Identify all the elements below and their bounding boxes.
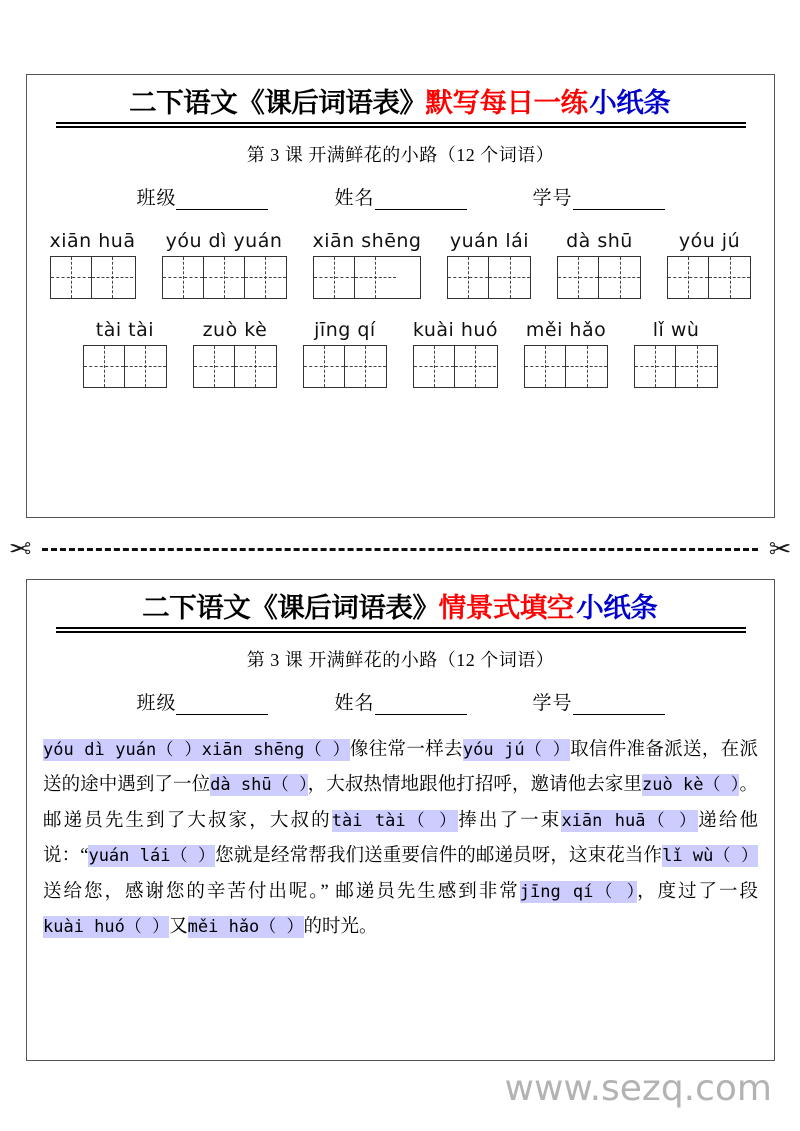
cloze-class-field[interactable] bbox=[136, 688, 268, 715]
dictation-title-block bbox=[27, 89, 774, 128]
cloze-text-run: 。邮递员先生到了大叔家，大叔的 bbox=[43, 775, 758, 831]
word-pinyin: xiān huā bbox=[49, 229, 136, 252]
tianzige-cell[interactable] bbox=[635, 346, 676, 387]
dictation-title-black: 二下语文《课后词语表》 bbox=[128, 88, 426, 119]
tianzige-cell[interactable] bbox=[599, 257, 640, 298]
tianzige-grid[interactable] bbox=[524, 345, 608, 388]
word-pinyin: lǐ wù bbox=[652, 318, 700, 341]
cloze-number-field[interactable] bbox=[533, 688, 665, 715]
tianzige-cell[interactable] bbox=[84, 346, 125, 387]
cloze-text-run: ，度过了一段 bbox=[637, 881, 758, 902]
tianzige-cell[interactable] bbox=[204, 257, 245, 298]
dictation-title-double-rule bbox=[56, 122, 746, 128]
word-pinyin: tài tài bbox=[95, 318, 155, 341]
tianzige-cell[interactable] bbox=[194, 346, 235, 387]
word-pinyin: xiān shēng bbox=[312, 229, 422, 252]
cloze-blank-pinyin[interactable]: yuán lái（ ） bbox=[88, 846, 216, 867]
tianzige-grid[interactable] bbox=[83, 345, 167, 388]
tianzige-cell[interactable] bbox=[345, 346, 386, 387]
dictation-class-blank[interactable] bbox=[176, 192, 268, 210]
tianzige-grid[interactable] bbox=[413, 345, 498, 388]
tianzige-grid[interactable] bbox=[303, 345, 387, 388]
cloze-info-row bbox=[27, 688, 774, 715]
dictation-class-field[interactable] bbox=[136, 183, 268, 210]
cloze-blank-pinyin[interactable]: kuài huó（ ） bbox=[43, 917, 170, 938]
cloze-title-block bbox=[27, 594, 774, 633]
cloze-lesson-subtitle: 第 3 课 开满鲜花的小路（12 个词语） bbox=[246, 649, 555, 670]
cloze-title-red: 情景式填空 bbox=[438, 593, 575, 624]
scissors-icon-left: ✂ bbox=[8, 533, 32, 565]
dictation-title-red: 默写每日一练 bbox=[425, 88, 588, 119]
cloze-text-run: 又 bbox=[169, 917, 188, 938]
site-watermark: www.sezq.com bbox=[504, 1068, 772, 1109]
cloze-class-label: 班级 bbox=[136, 692, 177, 714]
cloze-paragraph bbox=[43, 733, 758, 946]
cloze-blank-pinyin[interactable]: měi hǎo（ ） bbox=[187, 917, 304, 938]
word-pinyin: dà shū bbox=[566, 229, 633, 252]
cut-separator bbox=[0, 532, 800, 566]
tianzige-cell[interactable] bbox=[448, 257, 489, 298]
cloze-text-run: 的时光。 bbox=[303, 917, 378, 938]
cloze-blank-pinyin[interactable]: xiān shēng（ ） bbox=[201, 739, 350, 760]
cloze-name-blank[interactable] bbox=[375, 697, 467, 715]
cloze-class-blank[interactable] bbox=[176, 697, 268, 715]
word-item bbox=[193, 319, 277, 388]
cloze-text-run: 像往常一样去 bbox=[349, 739, 463, 760]
cloze-number-label: 学号 bbox=[532, 692, 573, 714]
dictation-name-field[interactable] bbox=[334, 183, 466, 210]
word-pinyin: kuài huó bbox=[412, 318, 499, 341]
word-pinyin: zuò kè bbox=[202, 318, 268, 341]
word-pinyin: yóu jú bbox=[678, 229, 741, 252]
cloze-name-label: 姓名 bbox=[334, 692, 375, 714]
cloze-number-blank[interactable] bbox=[573, 697, 665, 715]
word-item bbox=[50, 230, 136, 299]
tianzige-cell[interactable] bbox=[235, 346, 276, 387]
tianzige-cell[interactable] bbox=[245, 257, 286, 298]
word-item bbox=[413, 319, 498, 388]
word-item bbox=[634, 319, 718, 388]
cloze-text-run: 捧出了一束 bbox=[458, 810, 562, 831]
tianzige-grid[interactable] bbox=[634, 345, 718, 388]
tianzige-cell[interactable] bbox=[558, 257, 599, 298]
cut-dashed-line bbox=[42, 548, 758, 551]
tianzige-grid[interactable] bbox=[667, 256, 751, 299]
tianzige-cell[interactable] bbox=[304, 346, 345, 387]
tianzige-cell[interactable] bbox=[709, 257, 750, 298]
word-item bbox=[524, 319, 608, 388]
tianzige-cell[interactable] bbox=[92, 257, 133, 298]
cloze-text-run: 取信件准备派送，在派送的途中遇到了一位 bbox=[43, 739, 758, 796]
tianzige-grid[interactable] bbox=[557, 256, 641, 299]
dictation-class-label: 班级 bbox=[136, 187, 177, 209]
tianzige-cell[interactable] bbox=[455, 346, 496, 387]
tianzige-cell[interactable] bbox=[676, 346, 717, 387]
cloze-blank-pinyin[interactable]: dà shū（ ） bbox=[210, 775, 308, 796]
dictation-title-blue: 小纸条 bbox=[589, 88, 671, 119]
word-row-1 bbox=[27, 230, 774, 299]
word-item bbox=[83, 319, 167, 388]
dictation-name-label: 姓名 bbox=[334, 187, 375, 209]
dictation-number-blank[interactable] bbox=[573, 192, 665, 210]
word-pinyin: měi hǎo bbox=[525, 318, 607, 341]
tianzige-cell[interactable] bbox=[414, 346, 455, 387]
dictation-lesson-subtitle: 第 3 课 开满鲜花的小路（12 个词语） bbox=[246, 144, 555, 165]
tianzige-grid[interactable] bbox=[50, 256, 136, 299]
cloze-worksheet-panel bbox=[26, 579, 775, 1061]
word-pinyin: yuán lái bbox=[449, 229, 530, 252]
cloze-blank-pinyin[interactable]: yóu dì yuán（ ） bbox=[43, 739, 202, 760]
cloze-title-blue: 小纸条 bbox=[575, 593, 658, 624]
cloze-text-run: 您就是经常帮我们送重要信件的邮递员呀，这束花当作 bbox=[215, 846, 663, 867]
cloze-title-black: 二下语文《课后词语表》 bbox=[141, 593, 440, 624]
scissors-icon-right: ✂ bbox=[768, 533, 792, 565]
word-pinyin: yóu dì yuán bbox=[165, 229, 283, 252]
tianzige-grid[interactable] bbox=[193, 345, 277, 388]
word-item bbox=[557, 230, 641, 299]
cloze-text-run: 送给您，感谢您的辛苦付出呢。” 邮递员先生感到非常 bbox=[43, 881, 520, 902]
tianzige-cell[interactable] bbox=[668, 257, 709, 298]
word-row-2 bbox=[27, 319, 774, 388]
cloze-blank-pinyin[interactable]: xiān huā（ ） bbox=[561, 810, 699, 831]
cloze-text-run: ，大叔热情地跟他打招呼，邀请他去家里 bbox=[307, 775, 642, 796]
cloze-blank-pinyin[interactable]: yóu jú（ ） bbox=[462, 739, 571, 760]
tianzige-cell[interactable] bbox=[566, 346, 607, 387]
dictation-name-blank[interactable] bbox=[375, 192, 467, 210]
word-item bbox=[313, 230, 422, 299]
dictation-number-field[interactable] bbox=[533, 183, 665, 210]
word-item bbox=[303, 319, 387, 388]
cloze-blank-pinyin[interactable]: lǐ wù（ ） bbox=[662, 846, 758, 867]
tianzige-cell[interactable] bbox=[163, 257, 204, 298]
tianzige-cell[interactable] bbox=[314, 257, 355, 298]
tianzige-cell[interactable] bbox=[125, 346, 166, 387]
tianzige-grid[interactable] bbox=[447, 256, 531, 299]
word-pinyin: jīng qí bbox=[314, 318, 376, 341]
tianzige-cell[interactable] bbox=[525, 346, 566, 387]
dictation-number-label: 学号 bbox=[532, 187, 573, 209]
cloze-title-double-rule bbox=[56, 627, 746, 633]
tianzige-grid[interactable] bbox=[313, 256, 422, 299]
dictation-info-row bbox=[27, 183, 774, 210]
cloze-blank-pinyin[interactable]: tài tài（ ） bbox=[331, 810, 459, 831]
cloze-blank-pinyin[interactable]: zuò kè（ ） bbox=[641, 775, 740, 796]
tianzige-grid[interactable] bbox=[162, 256, 287, 299]
cloze-text-run: 递给他说：“ bbox=[43, 810, 758, 867]
word-item bbox=[447, 230, 531, 299]
cloze-blank-pinyin[interactable]: jīng qí（ ） bbox=[519, 881, 638, 902]
word-item bbox=[162, 230, 287, 299]
cloze-name-field[interactable] bbox=[334, 688, 466, 715]
tianzige-cell[interactable] bbox=[355, 257, 396, 298]
tianzige-cell[interactable] bbox=[51, 257, 92, 298]
dictation-worksheet-panel bbox=[26, 74, 775, 518]
tianzige-cell[interactable] bbox=[489, 257, 530, 298]
word-item bbox=[667, 230, 751, 299]
